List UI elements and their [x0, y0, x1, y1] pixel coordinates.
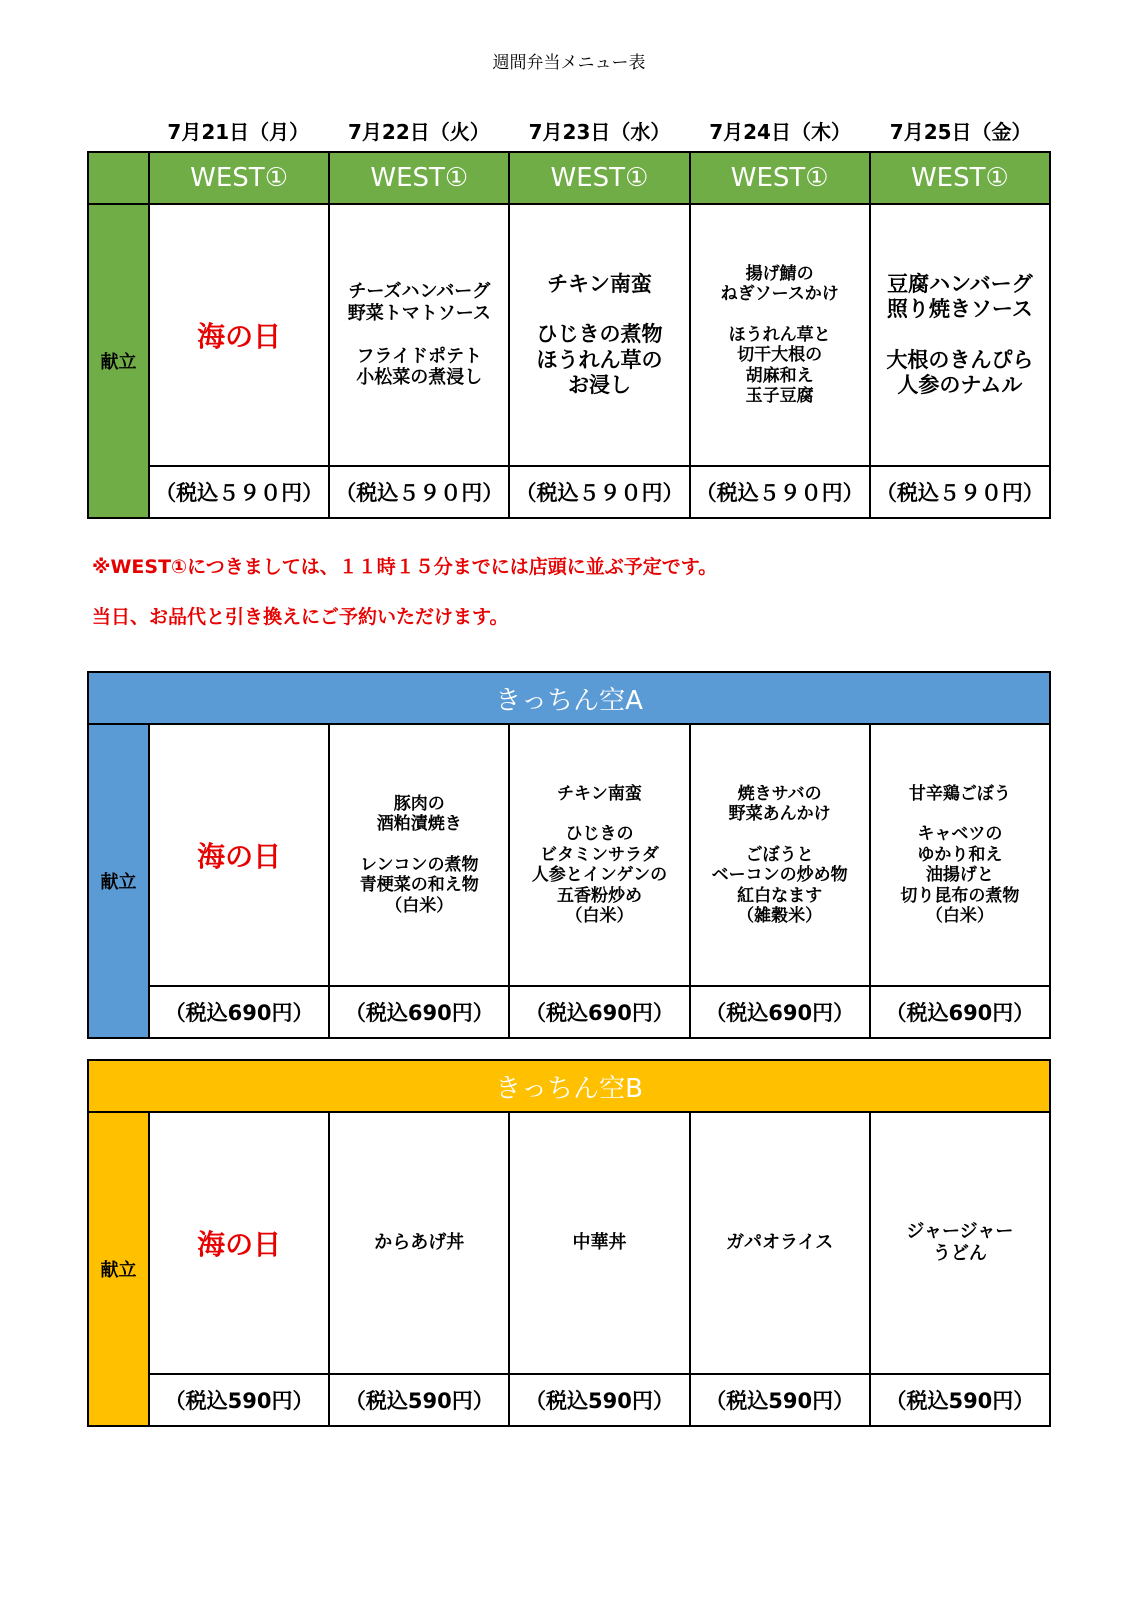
price-cell: （税込590円）: [690, 1374, 870, 1426]
menu-cell: [870, 724, 1050, 986]
menu-cell: [509, 724, 689, 986]
side-label: 献立: [88, 1112, 149, 1426]
dish-line: ねぎソースかけ: [720, 284, 839, 305]
dish-line: 中華丼: [572, 1232, 627, 1254]
dish-line: （白米）: [385, 895, 454, 916]
dish-line: キャベツの: [917, 824, 1003, 845]
price-cell: （税込690円）: [149, 986, 329, 1038]
menu-cell: [149, 204, 329, 466]
dish-line: レンコンの煮物: [359, 855, 479, 875]
dish-line: チーズハンバーグ: [348, 281, 491, 303]
dish-line: 玉子豆腐: [745, 385, 814, 406]
date-header-row: [148, 116, 1051, 145]
dish-line: 酒粕漬焼き: [376, 814, 462, 835]
dish-line: （白米）: [925, 905, 994, 926]
dish-line: ベーコンの炒め物: [711, 865, 848, 886]
menu-cell: [329, 204, 509, 466]
dish-line: 照り焼きソース: [886, 297, 1033, 322]
kitchen-b-menu-table: [87, 1059, 1051, 1427]
price-cell: （税込690円）: [870, 986, 1050, 1038]
dish-line: ほうれん草と: [728, 324, 831, 345]
west-menu-table: [87, 151, 1051, 519]
dish-line: ごぼうと: [745, 844, 814, 865]
menu-cell: [509, 204, 689, 466]
west-header: WEST①: [690, 152, 870, 204]
kitchen-b-header: きっちん空B: [88, 1060, 1050, 1112]
kitchen-a-header: きっちん空A: [88, 672, 1050, 724]
notice-line: ※WEST①につきましては、１１時１５分までには店頭に並ぶ予定です。: [92, 556, 718, 578]
dish-line: 青梗菜の和え物: [359, 875, 479, 896]
menu-cell: [329, 724, 509, 986]
dish-line: 甘辛鶏ごぼう: [908, 783, 1011, 804]
dish-line: 野菜トマトソース: [347, 302, 491, 324]
price-cell: （税込690円）: [690, 986, 870, 1038]
menu-cell: [870, 204, 1050, 466]
price-cell: （税込５９０円）: [329, 466, 509, 518]
dish-line: 焼きサバの: [737, 783, 822, 804]
notice-line: 当日、お品代と引き換えにご予約いただけます。: [92, 606, 509, 628]
side-label: 献立: [88, 204, 149, 518]
date-label: 7月23日（水）: [528, 120, 671, 144]
west-header: WEST①: [509, 152, 689, 204]
price-cell: （税込590円）: [329, 1374, 509, 1426]
west-header: WEST①: [329, 152, 509, 204]
dish-line: フライドポテト: [356, 345, 483, 367]
dish-line: 人参とインゲンの: [531, 865, 668, 886]
price-cell: （税込590円）: [149, 1374, 329, 1426]
side-header-cell: [88, 152, 149, 204]
date-label: 7月21日（月）: [167, 120, 310, 144]
price-cell: （税込690円）: [329, 986, 509, 1038]
kitchen-a-menu-table: [87, 671, 1051, 1039]
dish-line: ゆかり和え: [917, 844, 1003, 865]
dish-line: 切り昆布の煮物: [900, 885, 1020, 906]
side-label: 献立: [88, 724, 149, 1038]
dish-line: 大根のきんぴら: [886, 347, 1034, 372]
holiday-label: 海の日: [197, 320, 282, 353]
dish-line: 紅白なます: [737, 885, 823, 906]
menu-cell: [149, 1112, 329, 1374]
price-cell: （税込690円）: [509, 986, 689, 1038]
date-label: 7月22日（火）: [348, 120, 490, 144]
menu-cell: [690, 724, 870, 986]
price-cell: （税込590円）: [509, 1374, 689, 1426]
west-header: WEST①: [149, 152, 329, 204]
menu-cell: [149, 724, 329, 986]
price-cell: （税込590円）: [870, 1374, 1050, 1426]
dish-line: チキン南蛮: [557, 783, 642, 804]
dish-line: うどん: [932, 1243, 987, 1264]
dish-line: 油揚げと: [925, 865, 994, 886]
holiday-label: 海の日: [197, 840, 282, 873]
dish-line: 胡麻和え: [745, 365, 814, 386]
dish-line: 切干大根の: [737, 345, 823, 366]
dish-line: （白米）: [565, 905, 634, 926]
dish-line: 豚肉の: [393, 793, 445, 814]
dish-line: （雑穀米）: [737, 905, 823, 926]
price-cell: （税込５９０円）: [149, 466, 329, 518]
date-label: 7月25日（金）: [889, 120, 1032, 144]
page-title: 週間弁当メニュー表: [492, 53, 646, 73]
dish-line: 豆腐ハンバーグ: [887, 272, 1033, 297]
price-cell: （税込５９０円）: [690, 466, 870, 518]
holiday-label: 海の日: [197, 1228, 282, 1261]
price-cell: （税込５９０円）: [509, 466, 689, 518]
dish-line: 揚げ鯖の: [745, 263, 814, 284]
dish-line: チキン南蛮: [547, 272, 652, 297]
dish-line: 野菜あんかけ: [728, 804, 831, 825]
dish-line: ほうれん草の: [536, 347, 663, 372]
menu-cell: [690, 204, 870, 466]
dish-line: からあげ丼: [374, 1232, 465, 1254]
price-cell: （税込５９０円）: [870, 466, 1050, 518]
dish-line: 五香粉炒め: [556, 885, 642, 906]
west-header: WEST①: [870, 152, 1050, 204]
dish-line: ガパオライス: [726, 1232, 834, 1254]
date-label: 7月24日（木）: [709, 120, 851, 144]
dish-line: ひじきの: [565, 824, 634, 845]
dish-line: ビタミンサラダ: [540, 844, 659, 865]
menu-cell: [509, 1112, 689, 1374]
dish-line: 人参のナムル: [897, 372, 1023, 397]
menu-cell: [870, 1112, 1050, 1374]
menu-cell: [690, 1112, 870, 1374]
dish-line: 小松菜の煮浸し: [356, 367, 483, 389]
dish-line: ひじきの煮物: [536, 322, 663, 347]
dish-line: お浸し: [567, 372, 631, 397]
dish-line: ジャージャー: [906, 1221, 1014, 1243]
menu-cell: [329, 1112, 509, 1374]
